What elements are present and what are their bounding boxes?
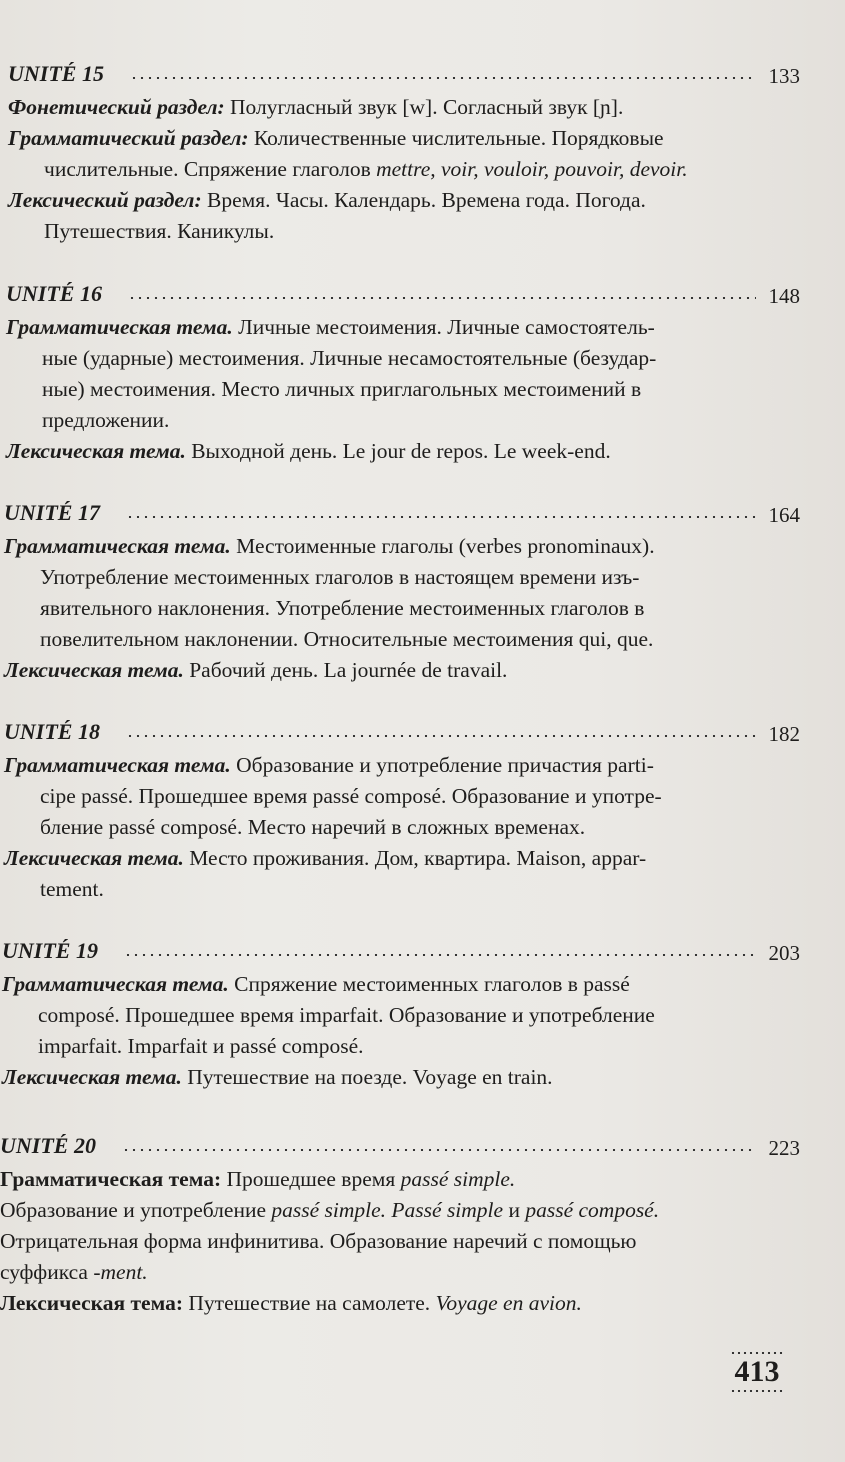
description-text: числительные. Спряжение глаголов xyxy=(44,157,377,181)
description-text: Образование и употребление причастия parti- xyxy=(230,753,654,777)
description-line xyxy=(4,781,800,812)
description-text: и xyxy=(503,1198,526,1222)
toc-unit xyxy=(0,1130,800,1319)
description-line xyxy=(6,436,800,467)
description-line xyxy=(8,216,800,247)
toc-unit-heading[interactable] xyxy=(0,1130,800,1162)
description-text: Место проживания. Дом, квартира. Maison, appar- xyxy=(183,846,647,870)
description-line xyxy=(4,593,800,624)
page-number-footer xyxy=(728,1352,786,1392)
description-line xyxy=(0,1164,800,1195)
section-label: Грамматическая тема: xyxy=(0,1167,222,1191)
description-line xyxy=(8,92,800,123)
unit-page-number: 203 xyxy=(768,941,800,965)
description-line xyxy=(2,1062,800,1093)
unit-description xyxy=(4,531,800,686)
italic-term: passé composé. xyxy=(525,1198,660,1222)
description-text: Полугласный звук [w]. Согласный звук [ɲ]. xyxy=(224,95,624,119)
description-line xyxy=(8,185,800,216)
unit-page-number: 182 xyxy=(768,722,800,746)
description-text: явительного наклонения. Употребление местоименных глаголов в xyxy=(40,596,645,620)
description-text: повелительном наклонении. Относительные местоимения qui, que. xyxy=(40,627,654,651)
description-text: imparfait. Imparfait и passé composé. xyxy=(38,1034,364,1058)
description-text: Употребление местоименных глаголов в настоящем времени изъ- xyxy=(40,565,640,589)
description-text: Образование и употребление xyxy=(0,1198,272,1222)
unit-description xyxy=(4,750,800,905)
description-line xyxy=(4,874,800,905)
section-label: Лексический раздел: xyxy=(8,188,202,212)
description-line xyxy=(2,1031,800,1062)
section-label: Лексическая тема: xyxy=(0,1291,184,1315)
description-text: Местоименные глаголы (verbes pronominaux). xyxy=(230,534,655,558)
description-line xyxy=(0,1195,800,1226)
section-label: Грамматическая тема. xyxy=(4,753,231,777)
italic-term: passé simple. Passé simple xyxy=(271,1198,504,1222)
toc-unit-heading[interactable] xyxy=(4,716,800,748)
description-text: предложении. xyxy=(42,408,170,432)
description-line xyxy=(6,374,800,405)
section-label: Лексическая тема. xyxy=(4,658,184,682)
description-line xyxy=(4,750,800,781)
description-text: Личные местоимения. Личные самостоятель- xyxy=(232,315,655,339)
unit-title: UNITÉ 20 xyxy=(0,1133,96,1158)
description-line xyxy=(0,1257,800,1288)
section-label: Лексическая тема. xyxy=(4,846,184,870)
unit-title: UNITÉ 19 xyxy=(2,938,98,963)
folio-dots-bottom xyxy=(730,1390,784,1392)
italic-term: Voyage en avion. xyxy=(435,1291,582,1315)
section-label: Лексическая тема. xyxy=(6,439,186,463)
unit-description xyxy=(8,92,800,247)
italic-term: -ment. xyxy=(93,1260,148,1284)
description-line xyxy=(4,812,800,843)
description-line xyxy=(6,312,800,343)
toc-unit-heading[interactable] xyxy=(8,58,800,90)
description-text: Выходной день. Le jour de repos. Le week-end. xyxy=(185,439,611,463)
description-text: Путешествие на поезде. Voyage en train. xyxy=(181,1065,553,1089)
leader-dots xyxy=(122,1149,756,1151)
description-line xyxy=(4,562,800,593)
description-text: Количественные числительные. Порядковые xyxy=(248,126,664,150)
description-line xyxy=(4,531,800,562)
toc-unit xyxy=(6,278,800,467)
description-text: cipe passé. Прошедшее время passé composé. Образование и употре- xyxy=(40,784,662,808)
unit-page-number: 223 xyxy=(768,1136,800,1160)
section-label: Фонетический раздел: xyxy=(8,95,225,119)
description-text: Спряжение местоименных глаголов в passé xyxy=(228,972,630,996)
toc-unit xyxy=(4,497,800,686)
unit-title: UNITÉ 16 xyxy=(6,281,102,306)
description-line xyxy=(4,843,800,874)
description-text: composé. Прошедшее время imparfait. Образование и употребление xyxy=(38,1003,655,1027)
unit-title: UNITÉ 15 xyxy=(8,61,104,86)
unit-title: UNITÉ 18 xyxy=(4,719,100,744)
leader-dots xyxy=(130,77,756,79)
toc-unit-heading[interactable] xyxy=(6,278,800,310)
section-label: Грамматический раздел: xyxy=(8,126,249,150)
description-line xyxy=(0,1226,800,1257)
description-text: ные) местоимения. Место личных приглагольных местоимений в xyxy=(42,377,642,401)
leader-dots xyxy=(124,954,756,956)
section-label: Грамматическая тема. xyxy=(2,972,229,996)
unit-page-number: 148 xyxy=(768,284,800,308)
description-line xyxy=(6,343,800,374)
description-line xyxy=(2,969,800,1000)
leader-dots xyxy=(126,735,756,737)
unit-title: UNITÉ 17 xyxy=(4,500,100,525)
unit-description xyxy=(0,1164,800,1319)
toc-unit-heading[interactable] xyxy=(4,497,800,529)
section-label: Лексическая тема. xyxy=(2,1065,182,1089)
leader-dots xyxy=(128,297,756,299)
italic-term: passé simple. xyxy=(400,1167,516,1191)
toc-unit xyxy=(4,716,800,905)
description-line xyxy=(4,624,800,655)
description-text: бление passé composé. Место наречий в сложных временах. xyxy=(40,815,586,839)
unit-page-number: 164 xyxy=(768,503,800,527)
description-text: Рабочий день. La journée de travail. xyxy=(183,658,508,682)
description-line xyxy=(0,1288,800,1319)
toc-unit-heading[interactable] xyxy=(2,935,800,967)
italic-term: mettre, voir, vouloir, pouvoir, devoir. xyxy=(376,157,688,181)
unit-description xyxy=(2,969,800,1093)
section-label: Грамматическая тема. xyxy=(4,534,231,558)
description-text: суффикса xyxy=(0,1260,94,1284)
description-text: Время. Часы. Календарь. Времена года. Погода. xyxy=(201,188,646,212)
description-text: Отрицательная форма инфинитива. Образование наречий с помощью xyxy=(0,1229,637,1253)
section-label: Грамматическая тема. xyxy=(6,315,233,339)
description-line xyxy=(4,655,800,686)
description-line xyxy=(2,1000,800,1031)
description-text: Путешествие на самолете. xyxy=(183,1291,436,1315)
description-line xyxy=(8,123,800,154)
unit-description xyxy=(6,312,800,467)
description-text: Прошедшее время xyxy=(221,1167,401,1191)
toc-unit xyxy=(2,935,800,1093)
description-line xyxy=(6,405,800,436)
unit-page-number: 133 xyxy=(768,64,800,88)
toc-unit xyxy=(8,58,800,247)
description-text: tement. xyxy=(40,877,104,901)
folio-number: 413 xyxy=(734,1355,780,1388)
leader-dots xyxy=(126,516,756,518)
description-text: ные (ударные) местоимения. Личные несамостоятельные (безудар- xyxy=(42,346,657,370)
description-text: Путешествия. Каникулы. xyxy=(44,219,275,243)
description-line xyxy=(8,154,800,185)
